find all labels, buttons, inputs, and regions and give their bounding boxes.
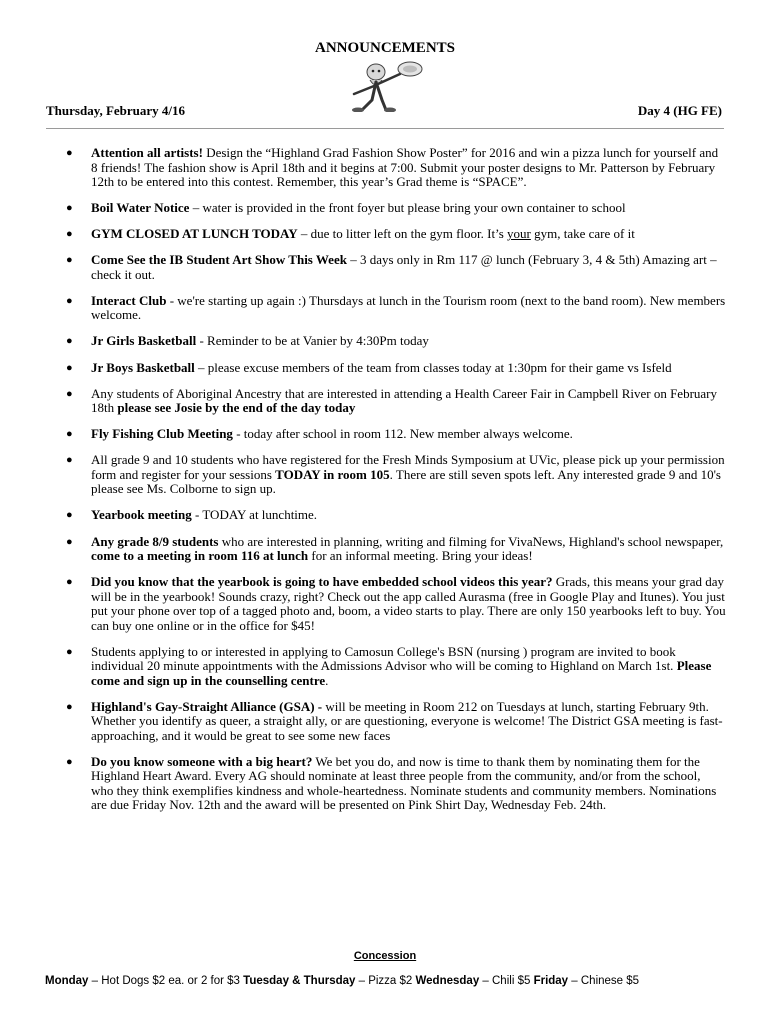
menu-item: – Pizza $2	[355, 975, 416, 987]
bullet-icon: ●	[66, 294, 73, 307]
bullet-icon: ●	[66, 202, 73, 215]
list-item	[66, 575, 726, 633]
bullet-icon: ●	[66, 361, 73, 374]
menu-day: Wednesday	[415, 975, 480, 987]
list-item	[66, 700, 726, 744]
announcement-text: . There are still seven spots left. Any interested grade 9 and 10's please see Ms. Colborne to sign up.	[91, 466, 721, 497]
list-item	[66, 508, 726, 523]
bullet-icon: ●	[66, 454, 73, 467]
bullet-icon: ●	[66, 576, 73, 589]
announcement-emphasis: Please come and sign up in the counselling centre	[91, 658, 712, 688]
list-item	[66, 253, 726, 282]
announcement-heading: Come See the IB Student Art Show This Week	[91, 252, 347, 268]
bullet-icon: ●	[66, 147, 73, 159]
announcement-heading: Yearbook meeting	[91, 507, 192, 523]
announcement-text: who are interested in planning, writing and filming for VivaNews, Highland's school newspaper,	[218, 533, 724, 549]
day-schedule: Day 4 (HG FE)	[637, 103, 722, 118]
announcement-date: Thursday, February 4/16	[46, 103, 186, 118]
list-item	[66, 755, 726, 813]
announcement-text: Students applying to or interested in applying to Camosun College's BSN (nursing ) program are invited to book individual 20 minute appointments with the Admissions Advisor who will be coming to Highland on March 1st.	[91, 643, 677, 674]
announcement-heading: Any grade 8/9 students	[91, 533, 219, 549]
announcement-text: for an informal meeting. Bring your ideas!	[308, 548, 533, 564]
announcement-text: - we're starting up again :) Thursdays at lunch in the Tourism room (next to the band room). New members welcome.	[91, 292, 726, 323]
menu-day: Tuesday & Thursday	[243, 975, 356, 987]
announcement-emphasis: TODAY in room 105	[275, 466, 390, 482]
announcement-heading: Highland's Gay-Straight Alliance (GSA) -	[91, 698, 323, 714]
list-item	[66, 361, 726, 376]
list-item	[66, 645, 726, 689]
announcement-text: - TODAY at lunchtime.	[191, 507, 318, 523]
announcement-heading: Jr Boys Basketball	[91, 359, 195, 375]
announcement-text: .	[325, 672, 329, 688]
announcement-text: - today after school in room 112. New member always welcome.	[232, 426, 573, 442]
bullet-icon: ●	[66, 645, 73, 658]
menu-day: Monday	[45, 975, 89, 987]
announcement-text: Any students of Aboriginal Ancestry that are interested in attending a Health Career Fair in Campbell River on February 18th	[91, 385, 717, 416]
list-item	[66, 387, 726, 416]
bullet-icon: ●	[66, 387, 73, 400]
announcement-text: will be meeting in Room 212 on Tuesdays at lunch, starting February 9th. Whether you identify as queer, a straight ally, or are questioning, everyone is welcome! The District GSA meeting is fast-approaching, and it would be great to see some new faces	[91, 698, 723, 743]
announcement-text: gym, take care of it	[530, 226, 635, 242]
bullet-icon: ●	[66, 700, 73, 713]
bullet-icon: ●	[66, 428, 73, 441]
announcement-text: - Reminder to be at Vanier by 4:30Pm today	[196, 333, 429, 349]
list-item	[66, 227, 726, 242]
header-divider	[46, 128, 724, 129]
bullet-icon: ●	[66, 755, 73, 768]
bullet-icon: ●	[66, 254, 73, 267]
list-item	[66, 294, 726, 323]
menu-item: – Chinese $5	[568, 975, 640, 987]
menu-day: Friday	[533, 975, 569, 987]
announcement-text: Grads, this means your grad day will be in the yearbook! Sounds crazy, right? Check out the app called Aurasma (free in Google Play and Itunes). You just put your phone over top of a tagged photo and, boom, a video starts to play. There are only 150 yearbooks left to buy. You can buy one online or in the office for $45!	[91, 574, 726, 633]
announcement-text: – due to litter left on the gym floor. It’s	[297, 226, 508, 242]
list-item	[66, 201, 726, 216]
bullet-icon: ●	[66, 335, 73, 348]
announcement-heading: Fly Fishing Club Meeting	[91, 426, 233, 442]
announcement-text: We bet you do, and now is time to thank them by nominating them for the Highland Heart Award. Every AG should nominate at least three people from the community, and/or from the school, who they think exemplifies kindness and whole-heartedness. Nominate students and community members. Nominations are due Friday Nov. 12th and the award will be presented on Pink Shirt Day, Wednesday Feb. 24th.	[91, 753, 717, 813]
announcement-list	[66, 146, 726, 825]
list-item	[66, 535, 726, 564]
announcement-emphasis: please see Josie by the end of the day today	[117, 400, 356, 416]
menu-item: – Hot Dogs $2 ea. or 2 for $3	[88, 975, 244, 987]
announcement-heading: GYM CLOSED AT LUNCH TODAY	[91, 226, 298, 242]
concession-menu	[45, 975, 745, 987]
bullet-icon: ●	[66, 228, 73, 241]
list-item	[66, 453, 726, 497]
announcement-text: – 3 days only in Rm 117 @ lunch (February 3, 4 & 5th) Amazing art – check it out.	[91, 252, 717, 282]
bullet-icon: ●	[66, 509, 73, 522]
list-item	[66, 334, 726, 349]
announcement-heading: Interact Club	[91, 292, 167, 308]
announcement-emphasis: your	[507, 226, 531, 242]
announcement-text: – water is provided in the front foyer but please bring your own container to school	[189, 200, 626, 216]
concession-title: Concession	[353, 950, 417, 962]
announcement-heading: Boil Water Notice	[91, 200, 190, 216]
announcement-text: All grade 9 and 10 students who have registered for the Fresh Minds Symposium at UVic, please pick up your permission form and register for your sessions	[91, 452, 725, 482]
list-item	[66, 146, 726, 190]
announcement-heading: Jr Girls Basketball	[91, 333, 197, 349]
page-title: ANNOUNCEMENTS	[314, 40, 455, 56]
mascot-logo	[348, 60, 428, 112]
announcement-emphasis: come to a meeting in room 116 at lunch	[91, 548, 309, 564]
announcement-text: – please excuse members of the team from classes today at 1:30pm for their game vs Isfeld	[194, 359, 672, 375]
bullet-icon: ●	[66, 535, 73, 548]
announcement-heading: Did you know that the yearbook is going to have embedded school videos this year?	[91, 574, 553, 590]
list-item	[66, 427, 726, 442]
announcement-heading: Do you know someone with a big heart?	[91, 753, 313, 769]
announcement-heading: Attention all artists!	[91, 145, 203, 160]
announcement-text: Design the “Highland Grad Fashion Show Poster” for 2016 and win a pizza lunch for yourself and 8 friends! The fashion show is April 18th and it begins at 7:00. Submit your poster designs to Mr. Patterson by February 12th to be entered into this contest. Remember, this year’s Grad theme is “SPACE”.	[91, 145, 719, 189]
menu-item: – Chili $5	[479, 975, 534, 987]
